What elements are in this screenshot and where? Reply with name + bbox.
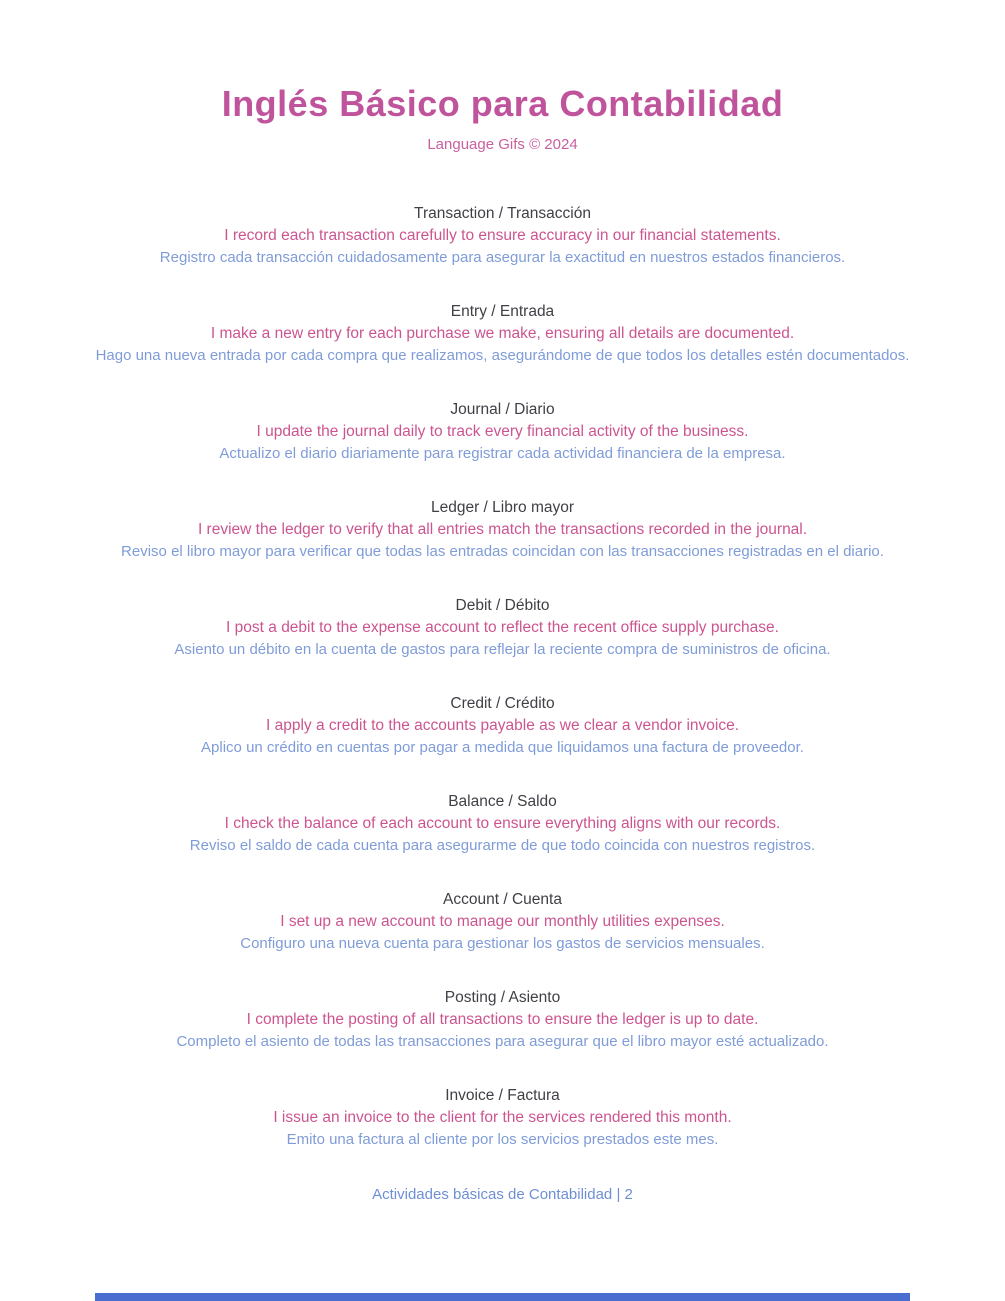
entry-spanish-sentence: Completo el asiento de todas las transacciones para asegurar que el libro mayor esté actualizado. xyxy=(176,1032,829,1050)
entry-term: Journal / Diario xyxy=(450,400,555,418)
vocab-entry-entry xyxy=(0,301,1005,367)
entry-spanish-sentence: Registro cada transacción cuidadosamente para asegurar la exactitud en nuestros estados financieros. xyxy=(159,248,846,266)
entry-english-sentence: I apply a credit to the accounts payable as we clear a vendor invoice. xyxy=(265,716,740,734)
entry-spanish-sentence: Reviso el saldo de cada cuenta para asegurarme de que todo coincida con nuestros registros. xyxy=(189,836,816,854)
entry-spanish-sentence: Configuro una nueva cuenta para gestionar los gastos de servicios mensuales. xyxy=(240,934,765,952)
vocab-entry-transaction xyxy=(0,203,1005,269)
entry-english-sentence: I review the ledger to verify that all entries match the transactions recorded in the journal. xyxy=(197,520,808,538)
entry-english-sentence: I post a debit to the expense account to reflect the recent office supply purchase. xyxy=(226,618,779,636)
entry-term: Entry / Entrada xyxy=(450,302,555,320)
entry-english-sentence: I update the journal daily to track every financial activity of the business. xyxy=(256,422,749,440)
entry-spanish-sentence: Hago una nueva entrada por cada compra que realizamos, asegurándome de que todos los detalles estén documentados. xyxy=(95,346,910,364)
vocab-entry-posting xyxy=(0,987,1005,1053)
entry-spanish-sentence: Actualizo el diario diariamente para registrar cada actividad financiera de la empresa. xyxy=(219,444,786,462)
vocab-entry-ledger xyxy=(0,497,1005,563)
page-subtitle: Language Gifs © 2024 xyxy=(427,135,578,153)
entry-term: Credit / Crédito xyxy=(450,694,555,712)
entry-english-sentence: I check the balance of each account to ensure everything aligns with our records. xyxy=(224,814,781,832)
page-title: Inglés Básico para Contabilidad xyxy=(221,83,784,124)
entry-term: Invoice / Factura xyxy=(445,1086,560,1104)
vocab-entry-journal xyxy=(0,399,1005,465)
entry-term: Debit / Débito xyxy=(455,596,550,614)
entry-term: Transaction / Transacción xyxy=(414,204,591,222)
bottom-accent-bar xyxy=(95,1293,910,1301)
vocab-entry-debit xyxy=(0,595,1005,661)
page-footer: Actividades básicas de Contabilidad | 2 xyxy=(372,1186,633,1203)
entry-spanish-sentence: Asiento un débito en la cuenta de gastos para reflejar la reciente compra de suministros de oficina. xyxy=(174,640,831,658)
vocabulary-list xyxy=(0,203,1005,1151)
entry-term: Posting / Asiento xyxy=(444,988,561,1006)
entry-english-sentence: I record each transaction carefully to ensure accuracy in our financial statements. xyxy=(224,226,781,244)
vocab-entry-credit xyxy=(0,693,1005,759)
entry-spanish-sentence: Emito una factura al cliente por los servicios prestados este mes. xyxy=(286,1130,719,1148)
entry-spanish-sentence: Aplico un crédito en cuentas por pagar a medida que liquidamos una factura de proveedor. xyxy=(201,738,804,756)
entry-english-sentence: I make a new entry for each purchase we make, ensuring all details are documented. xyxy=(210,324,795,342)
vocab-entry-account xyxy=(0,889,1005,955)
entry-term: Account / Cuenta xyxy=(443,890,562,908)
document-header xyxy=(0,0,1005,153)
entry-english-sentence: I complete the posting of all transactions to ensure the ledger is up to date. xyxy=(246,1010,759,1028)
entry-term: Balance / Saldo xyxy=(448,792,557,810)
entry-spanish-sentence: Reviso el libro mayor para verificar que todas las entradas coincidan con las transacciones registradas en el diario. xyxy=(121,542,884,560)
entry-term: Ledger / Libro mayor xyxy=(430,498,575,516)
entry-english-sentence: I issue an invoice to the client for the services rendered this month. xyxy=(273,1108,732,1126)
vocab-entry-balance xyxy=(0,791,1005,857)
entry-english-sentence: I set up a new account to manage our monthly utilities expenses. xyxy=(280,912,725,930)
vocab-entry-invoice xyxy=(0,1085,1005,1151)
